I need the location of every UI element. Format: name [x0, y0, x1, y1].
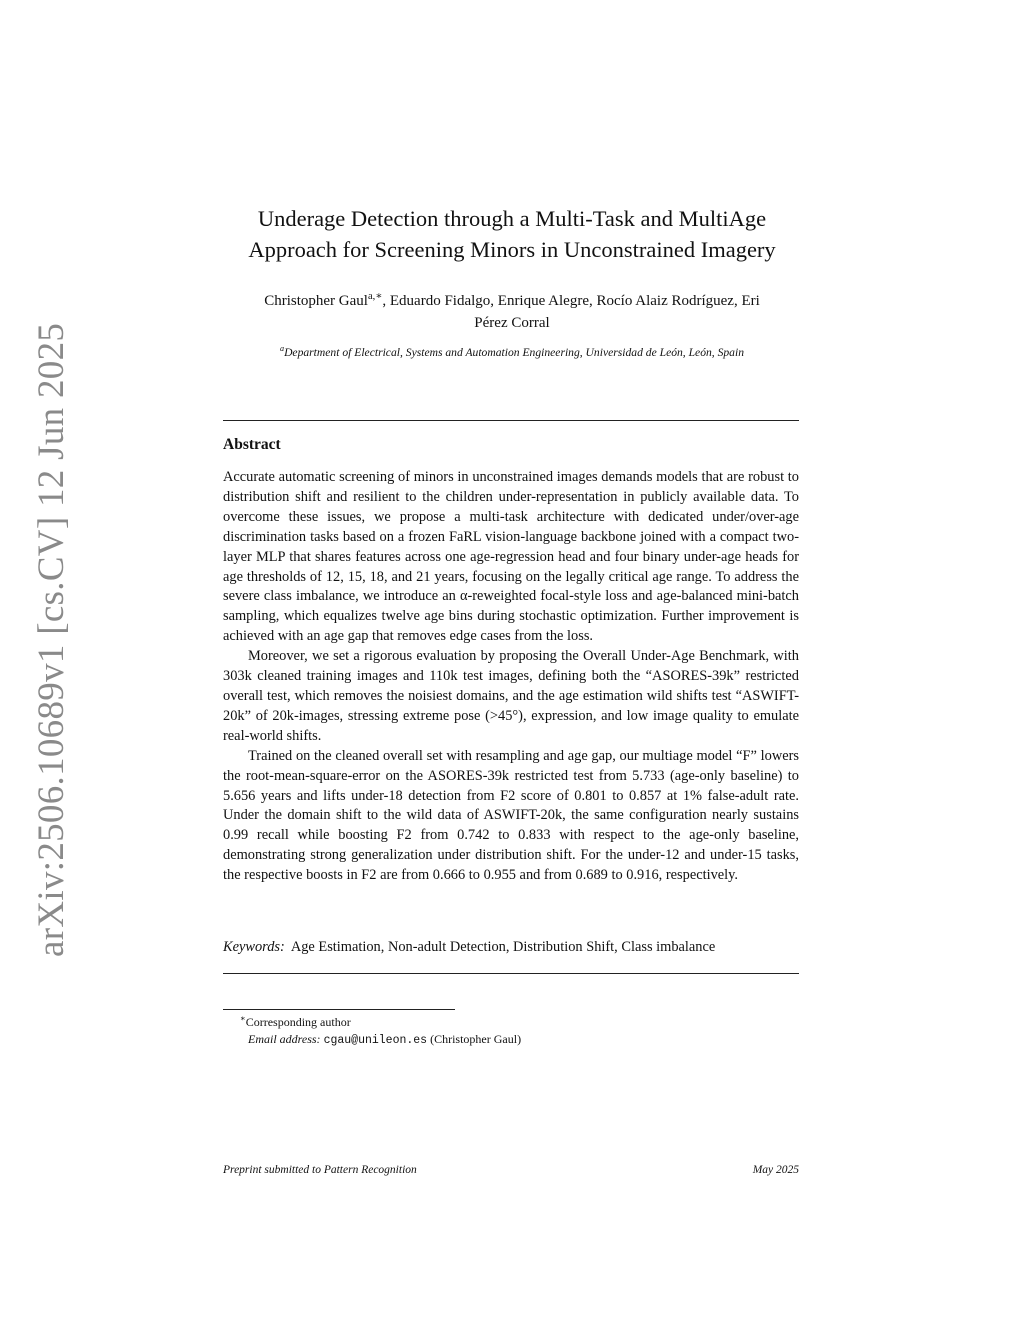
email-label: Email address:: [248, 1032, 321, 1046]
keywords-text: Age Estimation, Non-adult Detection, Distribution Shift, Class imbalance: [290, 939, 716, 955]
footer-submission-note: Preprint submitted to Pattern Recognition: [223, 1164, 417, 1176]
first-author: Christopher Gaul: [264, 293, 368, 309]
footer-date: May 2025: [752, 1164, 799, 1176]
arxiv-identifier-stamp: arXiv:2506.10689v1 [cs.CV] 12 Jun 2025: [31, 322, 72, 957]
affiliation: [222, 346, 802, 359]
abstract-heading: Abstract: [223, 436, 281, 453]
abstract-paragraph-1: Accurate automatic screening of minors in unconstrained images demands models that are robust to distribution shift and resilient to the children under-representation in publicly available data. To overcome these issues, we propose a multi-task architecture with dedicated under/over-age discrimination tasks based on a frozen FaRL vision-language backbone joined with a compact two-layer MLP that shares features across one age-regression head and four binary under-age heads for age thresholds of 12, 15, 18, and 21 years, focusing on the legally critical age range. To address the severe class imbalance, we introduce an α-reweighted focal-style loss and age-balanced mini-batch sampling, which equalizes twelve age bins during stochastic optimization. Further improvement is achieved with an age gap that removes edge cases from the loss.: [223, 469, 799, 645]
title-line-1: Underage Detection through a Multi-Task and MultiAge: [257, 206, 767, 231]
abstract-top-rule: [223, 420, 799, 421]
abstract-bottom-rule: [223, 973, 799, 974]
email-address[interactable]: cgau@unileon.es: [323, 1034, 428, 1047]
other-authors-line-1: , Eduardo Fidalgo, Enrique Alegre, Rocío Alaiz Rodríguez, Eri: [382, 293, 760, 309]
title-line-2: Approach for Screening Minors in Unconstrained Imagery: [248, 237, 776, 262]
abstract-body: [223, 468, 799, 886]
affiliation-mark: a: [280, 344, 285, 354]
footnotes: [240, 1014, 521, 1049]
footnote-mark: ∗: [240, 1014, 246, 1023]
keywords-label: Keywords:: [223, 939, 285, 955]
paper-title: [200, 203, 824, 265]
abstract-paragraph-3: Trained on the cleaned overall set with resampling and age gap, our multiage model “F” lowers the root-mean-square-error on the ASORES-39k restricted test from 5.733 (age-only baseline) to 5.656 years and lifts under-18 detection from F2 score of 0.801 to 0.857 at 1% false-adult rate. Under the domain shift to the wild data of ASWIFT-20k, the same configuration nearly sustains 0.99 recall while boosting F2 from 0.742 to 0.833 with respect to the age-only baseline, demonstrating strong generalization under distribution shift. For the under-12 and under-15 tasks, the respective boosts in F2 are from 0.666 to 0.955 and from 0.689 to 0.916, respectively.: [223, 747, 799, 884]
corresponding-author-note: [240, 1014, 521, 1031]
footnote-rule: [223, 1009, 455, 1010]
first-author-mark: a,∗: [367, 291, 383, 302]
abstract-paragraph-2: Moreover, we set a rigorous evaluation by proposing the Overall Under-Age Benchmark, with 303k cleaned training images and 110k test images, defining both the “ASORES-39k” restricted overall test, which removes the noisiest domains, and the age estimation wild shifts test “ASWIFT-20k” of 20k-images, stressing extreme pose (>45°), expression, and low image quality to emulate real-world shifts.: [223, 648, 799, 744]
page-footer: [223, 1164, 799, 1176]
other-authors-line-2: Pérez Corral: [474, 315, 550, 331]
author-list: [222, 290, 802, 334]
affiliation-text: Department of Electrical, Systems and Automation Engineering, Universidad de León, León, Spain: [284, 346, 744, 359]
email-owner: (Christopher Gaul): [430, 1032, 522, 1046]
keywords: [223, 939, 799, 956]
email-note: [240, 1031, 521, 1049]
corresponding-author-text: Corresponding author: [245, 1015, 351, 1029]
